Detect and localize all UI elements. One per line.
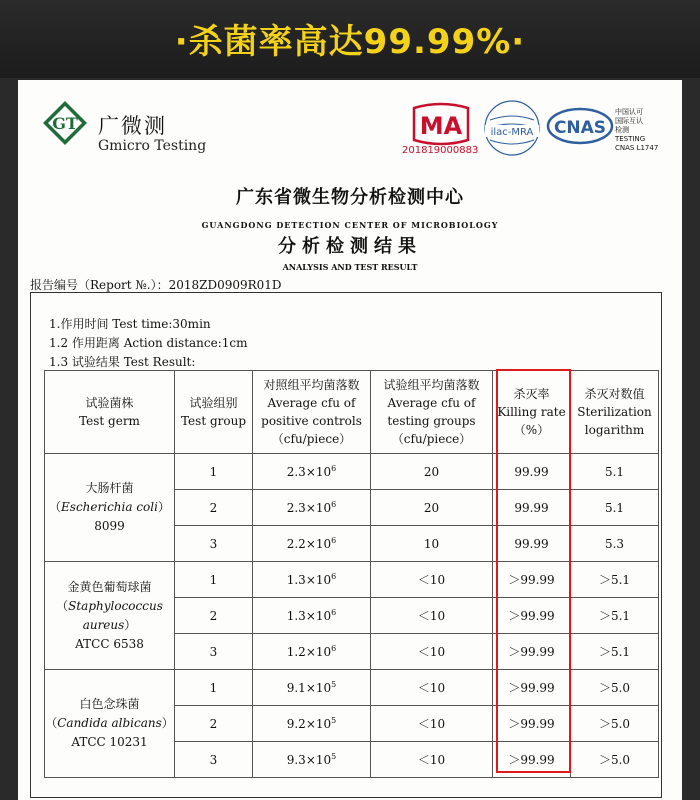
ma-code: 201819000883: [402, 145, 479, 156]
group-cell: 3: [175, 742, 253, 778]
group-cell: 3: [175, 526, 253, 562]
table-row: [45, 670, 659, 706]
cnas-line: TESTING: [615, 135, 646, 143]
germ-strain: 8099: [94, 519, 125, 533]
group-cell: 2: [175, 490, 253, 526]
testing-cfu-cell: ＜10: [371, 706, 493, 742]
table-row: [45, 454, 659, 490]
germ-name-latin: （Staphylococcus aureus）: [56, 598, 163, 632]
germ-cell: [45, 454, 175, 562]
cnas-line: 检测: [615, 126, 629, 134]
table-row: [45, 562, 659, 598]
control-cfu-cell: $1.2\times 10^6$: [253, 634, 371, 670]
control-cfu-cell: $9.2\times 10^5$: [253, 706, 371, 742]
sterilization-log-cell: ＞5.1: [571, 562, 659, 598]
cnas-line: 中国认可: [615, 108, 643, 116]
sterilization-log-cell: ＞5.0: [571, 742, 659, 778]
control-cfu-cell: $1.3\times 10^6$: [253, 598, 371, 634]
header-test-group: 试验组别 Test group: [175, 371, 253, 454]
sterilization-log-cell: ＞5.0: [571, 706, 659, 742]
test-time-line: 1.作用时间 Test time:30min: [49, 317, 211, 331]
group-cell: 1: [175, 454, 253, 490]
testing-cfu-cell: ＜10: [371, 598, 493, 634]
gmicro-logo-icon: [42, 100, 88, 146]
cnas-line: CNAS L1747: [615, 144, 659, 152]
control-cfu-cell: $2.3\times 10^6$: [253, 490, 371, 526]
report-number: 报告编号（Report №.）：2018ZD0909R01D: [30, 278, 282, 292]
killing-rate-cell: ＞99.99: [493, 598, 571, 634]
germ-cell: [45, 562, 175, 670]
germ-strain: ATCC 10231: [71, 735, 148, 749]
document-title-en: GUANGDONG DETECTION CENTER OF MICROBIOLOGY: [201, 220, 499, 230]
group-cell: 3: [175, 634, 253, 670]
document-subtitle-cn: 分析检测结果: [278, 236, 422, 257]
sterilization-log-cell: 5.1: [571, 490, 659, 526]
document-title-cn: 广东省微生物分析检测中心: [236, 187, 464, 208]
banner-title: ·杀菌率高达99.99%·: [174, 22, 526, 62]
cnas-accreditation-text: [615, 108, 658, 153]
sterilization-log-cell: ＞5.0: [571, 670, 659, 706]
germ-cell: [45, 670, 175, 778]
action-distance-line: 1.2 作用距离 Action distance:1cm: [49, 336, 248, 350]
cnas-label: CNAS: [553, 118, 607, 138]
logo-text: GT: [52, 114, 78, 133]
germ-name-latin: （Candida albicans）: [45, 716, 174, 730]
control-cfu-cell: $2.2\times 10^6$: [253, 526, 371, 562]
header-sterilization-log: 杀灭对数值 Sterilization logarithm: [571, 371, 659, 454]
sterilization-log-cell: 5.1: [571, 454, 659, 490]
killing-rate-cell: 99.99: [493, 490, 571, 526]
header-test-germ: 试验菌株 Test germ: [45, 371, 175, 454]
testing-cfu-cell: 20: [371, 490, 493, 526]
cnas-logo-icon: [546, 106, 614, 146]
test-result-line: 1.3 试验结果 Test Result:: [49, 355, 196, 369]
sterilization-log-cell: 5.3: [571, 526, 659, 562]
killing-rate-cell: 99.99: [493, 454, 571, 490]
killing-rate-cell: ＞99.99: [493, 742, 571, 778]
killing-rate-cell: 99.99: [493, 526, 571, 562]
header-killing-rate: 杀灭率 Killing rate （%）: [493, 371, 571, 454]
control-cfu-cell: $1.3\times 10^6$: [253, 562, 371, 598]
killing-rate-cell: ＞99.99: [493, 706, 571, 742]
testing-cfu-cell: ＜10: [371, 670, 493, 706]
killing-rate-cell: ＞99.99: [493, 634, 571, 670]
testing-cfu-cell: ＜10: [371, 742, 493, 778]
testing-cfu-cell: 20: [371, 454, 493, 490]
header-control-cfu: 对照组平均菌落数 Average cfu of positive controls （cfu/piece）: [253, 371, 371, 454]
killing-rate-cell: ＞99.99: [493, 670, 571, 706]
header-testing-cfu: 试验组平均菌落数 Average cfu of testing groups （cfu/piece）: [371, 371, 493, 454]
brand-name-en: Gmicro Testing: [98, 138, 207, 154]
result-table: [44, 370, 659, 778]
germ-strain: ATCC 6538: [75, 636, 144, 651]
result-table-body: [45, 454, 659, 778]
sterilization-log-cell: ＞5.1: [571, 634, 659, 670]
testing-cfu-cell: ＜10: [371, 634, 493, 670]
top-banner: [0, 0, 700, 78]
sterilization-log-cell: ＞5.1: [571, 598, 659, 634]
germ-name-latin: （Escherichia coli）: [49, 500, 170, 514]
cnas-line: 国际互认: [615, 117, 643, 125]
ma-label: MA: [419, 112, 463, 140]
group-cell: 1: [175, 670, 253, 706]
control-cfu-cell: $9.1\times 10^5$: [253, 670, 371, 706]
ilac-mra-logo-icon: [482, 98, 542, 158]
control-cfu-cell: $2.3\times 10^6$: [253, 454, 371, 490]
testing-cfu-cell: ＜10: [371, 562, 493, 598]
killing-rate-cell: ＞99.99: [493, 562, 571, 598]
control-cfu-cell: $9.3\times 10^5$: [253, 742, 371, 778]
germ-name-cn: 大肠杆菌: [85, 481, 134, 495]
group-cell: 2: [175, 598, 253, 634]
ilac-label: ilac-MRA: [490, 127, 534, 138]
brand-name-cn: 广微测: [98, 114, 167, 138]
document-subtitle-en: ANALYSIS AND TEST RESULT: [282, 262, 418, 272]
germ-name-cn: 金黄色葡萄球菌: [67, 579, 152, 594]
germ-name-cn: 白色念珠菌: [79, 697, 140, 711]
group-cell: 1: [175, 562, 253, 598]
cma-mark-icon: [406, 102, 476, 148]
testing-cfu-cell: 10: [371, 526, 493, 562]
table-header-row: [45, 371, 659, 454]
result-table-wrap: [44, 370, 658, 778]
group-cell: 2: [175, 706, 253, 742]
